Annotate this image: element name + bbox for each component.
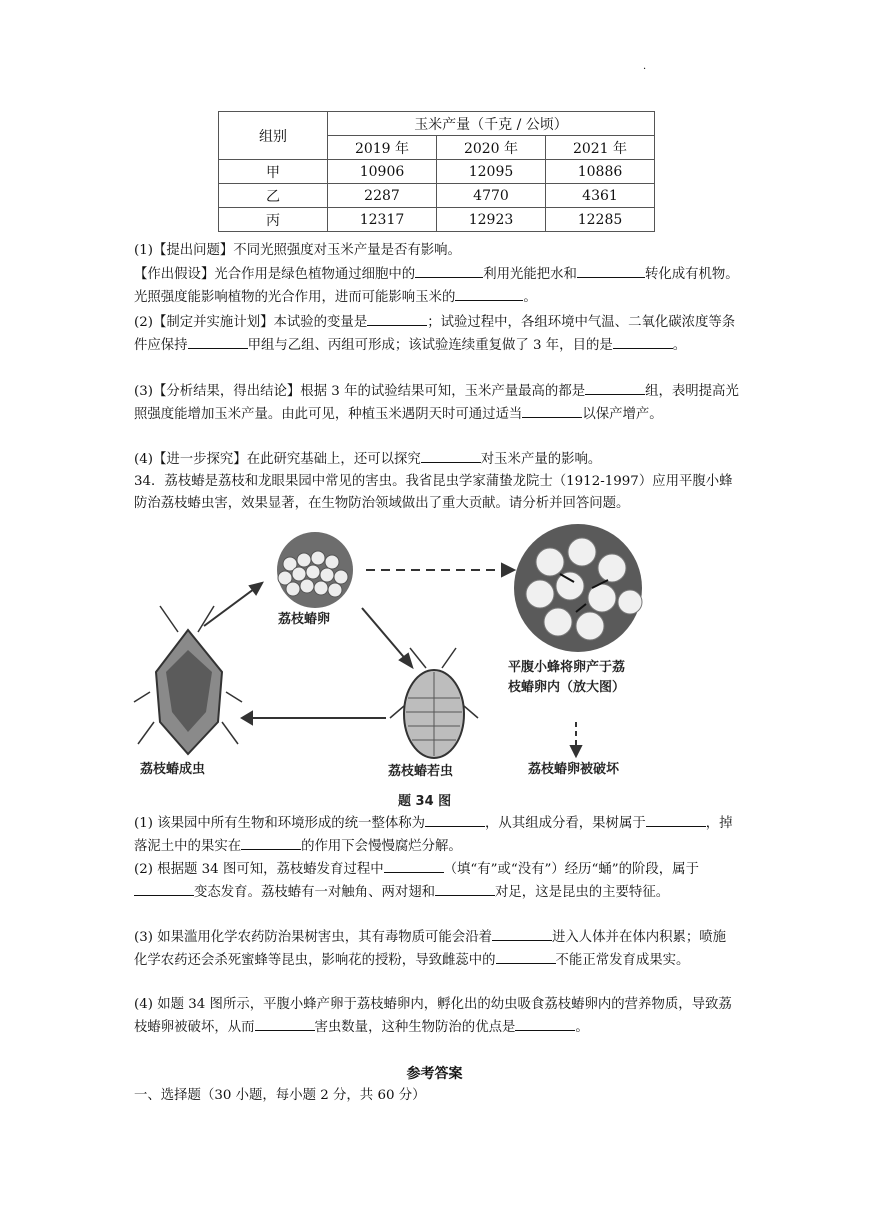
answer-blank <box>585 380 645 395</box>
cell: 4361 <box>546 184 655 208</box>
answer-blank <box>515 1016 575 1031</box>
answer-blank <box>367 311 427 326</box>
row-group: 甲 <box>219 160 328 184</box>
adult-label: 荔枝蝽成虫 <box>140 762 206 777</box>
q34-sub1: (1) 该果园中所有生物和环境形成的统一整体称为 ，从其组成分看，果树属于 ，掉落泥土中的果实在 的作用下会慢慢腐烂分解。 <box>134 812 739 858</box>
answer-blank <box>496 949 556 964</box>
answer-blank <box>425 812 485 827</box>
cell: 12923 <box>437 208 546 232</box>
answers-title: 参考答案 <box>406 1066 463 1082</box>
cell: 12285 <box>546 208 655 232</box>
table-row <box>219 160 655 184</box>
table-row <box>219 184 655 208</box>
wasp-label-line2: 枝蝽卵内（放大图） <box>508 680 626 695</box>
cell: 4770 <box>437 184 546 208</box>
q34-sub4: (4) 如题 34 图所示，平腹小蜂产卵于荔枝蝽卵内，孵化出的幼虫吸食荔枝蝽卵内的营养物质，导致荔枝蝽卵被破坏，从而 害虫数量，这种生物防治的优点是 。 <box>134 997 732 1035</box>
figure-34 <box>130 522 750 812</box>
answers-section-1: 一、选择题（30 小题，每小题 2 分，共 60 分） <box>134 1088 426 1103</box>
answer-blank <box>134 881 194 896</box>
answer-blank <box>421 448 481 463</box>
answer-blank <box>435 881 495 896</box>
nymph-bug-icon <box>390 648 478 758</box>
q33-hypothesis: 【作出假设】光合作用是绿色植物通过细胞中的 利用光能把水和 转化成有机物。光照强度能影响植物的光合作用，进而可能影响玉米的 。 <box>134 263 739 309</box>
magnified-eggs-icon <box>514 524 642 652</box>
arrow-egg-to-nymph <box>362 608 408 662</box>
q33-further: (4)【进一步探究】在此研究基础上，还可以探究 对玉米产量的影响。 <box>134 448 739 471</box>
year-2021: 2021 年 <box>546 136 655 160</box>
table-row <box>219 208 655 232</box>
year-2020: 2020 年 <box>437 136 546 160</box>
answer-blank <box>646 812 706 827</box>
q33-plan: (2)【制定并实施计划】本试验的变量是 ；试验过程中，各组环境中气温、二氧化碳浓度等条件应保持 甲组与乙组、丙组可形成；该试验连续重复做了 3 年，目的是 。 <box>134 311 739 357</box>
figure-caption: 题 34 图 <box>398 794 452 809</box>
row-group: 丙 <box>219 208 328 232</box>
answer-blank <box>455 286 523 301</box>
answer-blank <box>241 835 301 850</box>
cell: 12095 <box>437 160 546 184</box>
q33-conclusion: (3)【分析结果，得出结论】根据 3 年的试验结果可知，玉米产量最高的都是 组，表明提高光照强度能增加玉米产量。由此可见，种植玉米遇阴天时可通过适当 以保产增产。 <box>134 380 739 426</box>
yield-table <box>218 111 655 232</box>
q34-intro: 34．荔枝蝽是荔枝和龙眼果园中常见的害虫。我省昆虫学家蒲蛰龙院士（1912-1997）应用平腹小蜂防治荔枝蝽虫害，效果显著，在生物防治领域做出了重大贡献。请分析并回答问题。 <box>134 474 733 511</box>
page-dot: · <box>643 64 647 75</box>
answer-blank <box>522 403 582 418</box>
adult-bug-icon <box>134 606 242 754</box>
answer-blank <box>255 1016 315 1031</box>
egg-label: 荔枝蝽卵 <box>278 612 331 627</box>
q33-part1: (1)【提出问题】不同光照强度对玉米产量是否有影响。 <box>134 243 461 258</box>
cell: 12317 <box>328 208 437 232</box>
answer-blank <box>384 858 444 873</box>
wasp-label-line1: 平腹小蜂将卵产于荔 <box>508 660 626 675</box>
cell: 2287 <box>328 184 437 208</box>
arrow-adult-to-egg <box>204 586 258 626</box>
answer-blank <box>492 926 552 941</box>
group-header: 组别 <box>219 112 328 160</box>
cell: 10906 <box>328 160 437 184</box>
nymph-label: 荔枝蝽若虫 <box>388 764 454 779</box>
year-2019: 2019 年 <box>328 136 437 160</box>
row-group: 乙 <box>219 184 328 208</box>
destroyed-label: 荔枝蝽卵被破坏 <box>528 762 620 777</box>
cell: 10886 <box>546 160 655 184</box>
answer-blank <box>415 263 483 278</box>
answer-blank <box>577 263 645 278</box>
q34-sub2: (2) 根据题 34 图可知，荔枝蝽发育过程中 （填“有”或“没有”）经历“蛹”的阶段，属于变态发育。荔枝蝽有一对触角、两对翅和 对足，这是昆虫的主要特征。 <box>134 858 739 904</box>
egg-cluster-icon <box>277 532 353 608</box>
answer-blank <box>613 334 673 349</box>
yield-header: 玉米产量（千克 / 公顷） <box>328 112 655 136</box>
q34-sub3: (3) 如果滥用化学农药防治果树害虫，其有毒物质可能会沿着 进入人体并在体内积累；喷施化学农药还会杀死蜜蜂等昆虫，影响花的授粉，导致雌蕊中的 不能正常发育成果实。 <box>134 926 739 972</box>
answer-blank <box>188 334 248 349</box>
